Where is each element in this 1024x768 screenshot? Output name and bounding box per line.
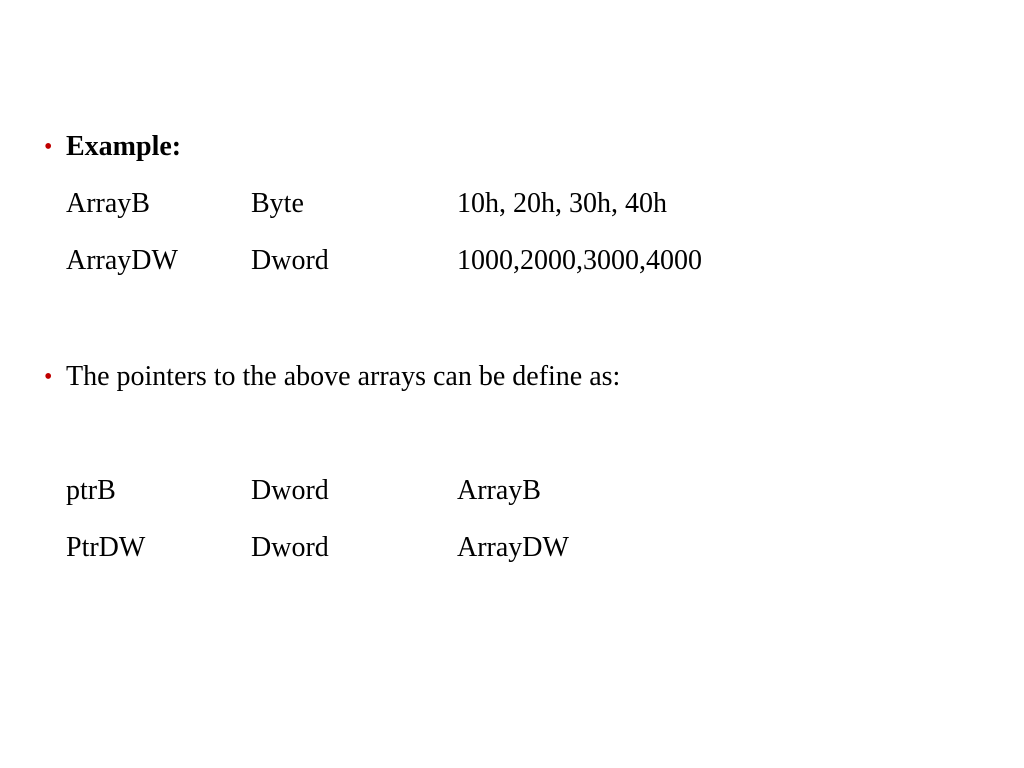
pointer-name: ptrB (66, 475, 116, 506)
bullet-marker: • (44, 364, 53, 390)
example-heading: Example: (66, 131, 182, 162)
array-type: Byte (251, 188, 304, 219)
array-values: 1000,2000,3000,4000 (457, 245, 702, 276)
array-type: Dword (251, 245, 329, 276)
pointer-target: ArrayDW (457, 532, 569, 563)
pointer-row (0, 528, 1024, 568)
pointer-row (0, 471, 1024, 511)
pointer-type: Dword (251, 475, 329, 506)
array-row (0, 241, 1024, 281)
pointer-target: ArrayB (457, 475, 541, 506)
pointer-type: Dword (251, 532, 329, 563)
array-name: ArrayB (66, 188, 150, 219)
array-row (0, 184, 1024, 224)
array-values: 10h, 20h, 30h, 40h (457, 188, 667, 219)
bullet-pointers (0, 357, 1024, 397)
pointer-name: PtrDW (66, 532, 146, 563)
array-name: ArrayDW (66, 245, 178, 276)
pointers-description: The pointers to the above arrays can be define as: (66, 361, 621, 392)
bullet-marker: • (44, 134, 53, 160)
bullet-example (0, 127, 1024, 167)
